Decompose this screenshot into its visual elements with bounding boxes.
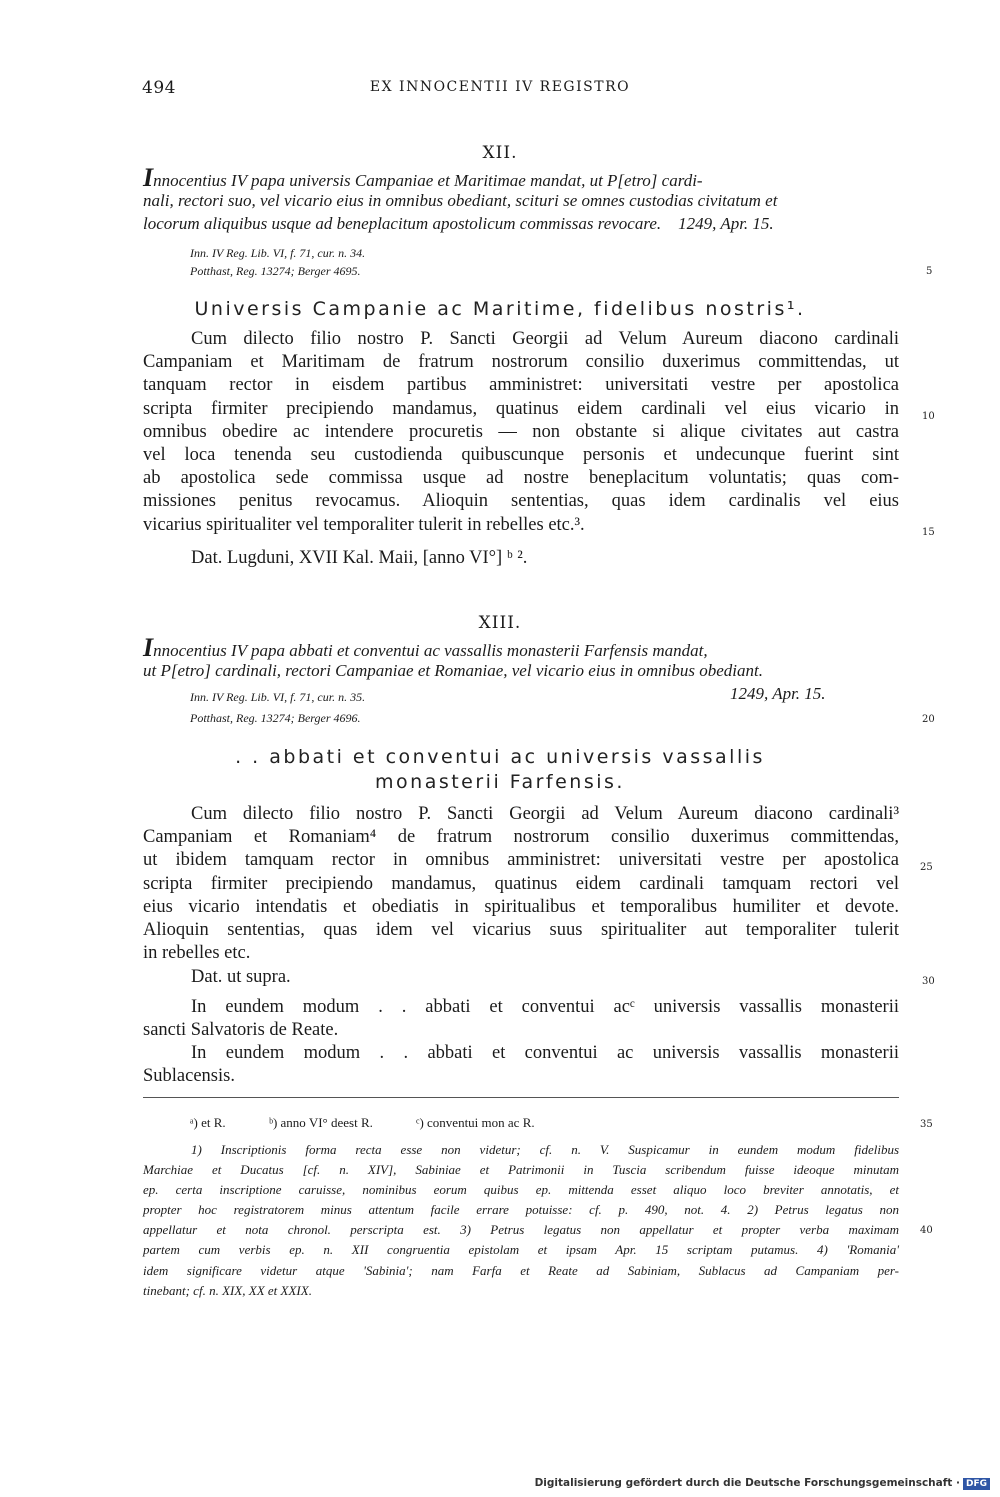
regest-line: nali, rectori suo, vel vicario eius in omnibus obediant, scituri se omnes custodias civitatum et [143, 191, 778, 210]
footnote-rule [143, 1097, 899, 1098]
regest-date: 1249, Apr. 15. [678, 214, 774, 233]
body-line: eius vicario intendatis et obediatis in spiritualibus et temporalibus humiliter et devote. [143, 896, 899, 917]
body-line: vicarius spiritualiter vel temporaliter tulerit in rebelles etc.³. [143, 514, 585, 535]
in-eundem-modum: In eundem modum . . abbati et conventui ac universis vassallis monasterii Sublacensis. [143, 1043, 899, 1087]
regest-line: Innocentius IV papa universis Campaniae et Maritimae mandat, ut P[etro] cardi- [143, 163, 703, 192]
footnote-line: idem significare videtur atque 'Sabinia'; nam Farfa et Reate ad Sabiniam, Sublacus ad Campaniam per- [143, 1262, 899, 1278]
citation: Potthast, Reg. 13274; Berger 4696. [190, 711, 361, 725]
letter-body [143, 328, 899, 537]
body-line: vel loca tenenda seu custodienda quibuscunque personis et undecunque fuerint sint [143, 444, 899, 465]
body-line: Cum dilecto filio nostro P. Sancti Georgii ad Velum Aureum diacono cardinali³ [191, 804, 899, 824]
citation: Potthast, Reg. 13274; Berger 4695. [190, 264, 361, 278]
dfg-logo: DFG [963, 1478, 990, 1490]
margin-line-number: 10 [922, 411, 935, 422]
footnote-line: Marchiae et Ducatus [cf. n. XIV], Sabiniae et Patrimonii in Tuscia scribendum fuisse ideoque minutam [143, 1162, 899, 1178]
regest-date: 1249, Apr. 15. [730, 684, 826, 703]
body-line: Alioquin sententias, quas idem vel vicarius suus spiritualiter aut temporaliter tulerit [143, 919, 899, 940]
drop-initial: I [143, 163, 154, 192]
regest [143, 633, 899, 682]
body-line: in rebelles etc. [143, 943, 251, 964]
regest-line: Innocentius IV papa abbati et conventui ac vassallis monasterii Farfensis mandat, [143, 633, 708, 662]
in-eundem-modum: In eundem modum . . abbati et conventui acᶜ universis vassallis monasterii sancti Salvatoris de Reate. [143, 997, 899, 1041]
salutation: Universis Campanie ac Maritime, fidelibus nostris¹. [194, 298, 806, 320]
margin-line-number: 30 [922, 976, 935, 987]
citation: Inn. IV Reg. Lib. VI, f. 71, cur. n. 34. [190, 246, 366, 260]
body-line: Cum dilecto filio nostro P. Sancti Georgii ad Velum Aureum diacono cardinali [191, 329, 899, 349]
section-number: XII. [482, 143, 518, 163]
body-line: ut ibidem tamquam rector in omnibus amministret: universitati vestre per apostolica [143, 850, 899, 871]
footnote-line: appellatur et nota chronol. perscripta est. 3) Petrus legatus non appellatur et propter verba maximam [143, 1222, 899, 1238]
page-number: 494 [142, 78, 176, 98]
regest-line: ut P[etro] cardinali, rectori Campaniae et Romaniae, vel vicario eius in omnibus obediant. [143, 661, 763, 680]
margin-line-number: 25 [920, 862, 933, 873]
drop-initial: I [143, 633, 154, 662]
body-line: omnibus obedire ac intendere procuretis — non obstante si alique civitates aut castra [143, 421, 899, 442]
regest [143, 163, 899, 235]
body-line: missiones penitus revocamus. Alioquin sententias, quas idem cardinalis vel eius [143, 491, 899, 512]
body-line: Campaniam et Romaniam⁴ de fratrum nostrorum consilio duxerimus committendas, [143, 827, 899, 848]
section-number: XIII. [478, 613, 522, 633]
body-line: ab apostolica sede commissa usque ad nostre beneplacitum voluntatis; quas com- [143, 468, 899, 489]
body-line: scripta firmiter precipiendo mandamus, quatinus eidem cardinali vel eius vicario in [143, 398, 899, 419]
variant-note: ᶜ) conventui mon ac R. [416, 1115, 535, 1130]
regest-line: locorum aliquibus usque ad beneplacitum apostolicum commissas revocare. 1249, Apr. 15. [143, 214, 774, 233]
citation: Inn. IV Reg. Lib. VI, f. 71, cur. n. 35. [190, 690, 366, 704]
margin-line-number: 20 [922, 714, 935, 725]
body-line: tanquam rector in eisdem partibus amministret: universitati vestre per apostolica [143, 375, 899, 396]
variant-notes [190, 1115, 575, 1131]
footnote-line: partem cum verbis ep. n. XII congruentia epistolam et ipsam Apr. 15 scriptam putamus. 4) 'Romania' [143, 1242, 899, 1258]
footnote-line: ep. certa inscriptione caruisse, nominibus eorum quibus ep. mittenda esset aliquo loco breviter annotatis, et [143, 1182, 899, 1198]
variant-note: ᵇ) anno VI° deest R. [268, 1115, 373, 1130]
dfg-footer [535, 1477, 990, 1490]
body-line: scripta firmiter precipiendo mandamus, quatinus eidem cardinali tamquam rectori vel [143, 873, 899, 894]
letter-body [143, 803, 899, 965]
footnote-line: 1) Inscriptionis forma recta esse non videtur; cf. n. V. Suspicamur in eundem modum fidelibus [191, 1142, 899, 1157]
footer-text: Digitalisierung gefördert durch die Deutsche Forschungsgemeinschaft · [534, 1477, 960, 1489]
margin-line-number: 15 [922, 527, 935, 538]
dat-line: Dat. Lugduni, XVII Kal. Maii, [anno VI°] ᵇ ². [191, 548, 528, 568]
footnotes [143, 1140, 899, 1301]
margin-line-number: 35 [920, 1119, 933, 1130]
margin-line-number: 40 [920, 1225, 933, 1236]
dat-line: Dat. ut supra. [191, 967, 291, 987]
salutation: monasterii Farfensis. [375, 771, 625, 793]
footnote-line: tinebant; cf. n. XIX, XX et XXIX. [143, 1282, 312, 1298]
body-line: Campaniam et Maritimam de fratrum nostrorum consilio duxerimus committendas, ut [143, 352, 899, 373]
salutation: . . abbati et conventui ac universis vassallis [235, 746, 765, 768]
running-title: EX INNOCENTII IV REGISTRO [369, 79, 631, 95]
margin-line-number: 5 [926, 266, 933, 277]
variant-note: ᵃ) et R. [190, 1115, 226, 1130]
footnote-line: propter hoc registratorem minus attentum facile errare potuisse: cf. p. 490, not. 4. 2) Petrus legatus non [143, 1202, 899, 1218]
